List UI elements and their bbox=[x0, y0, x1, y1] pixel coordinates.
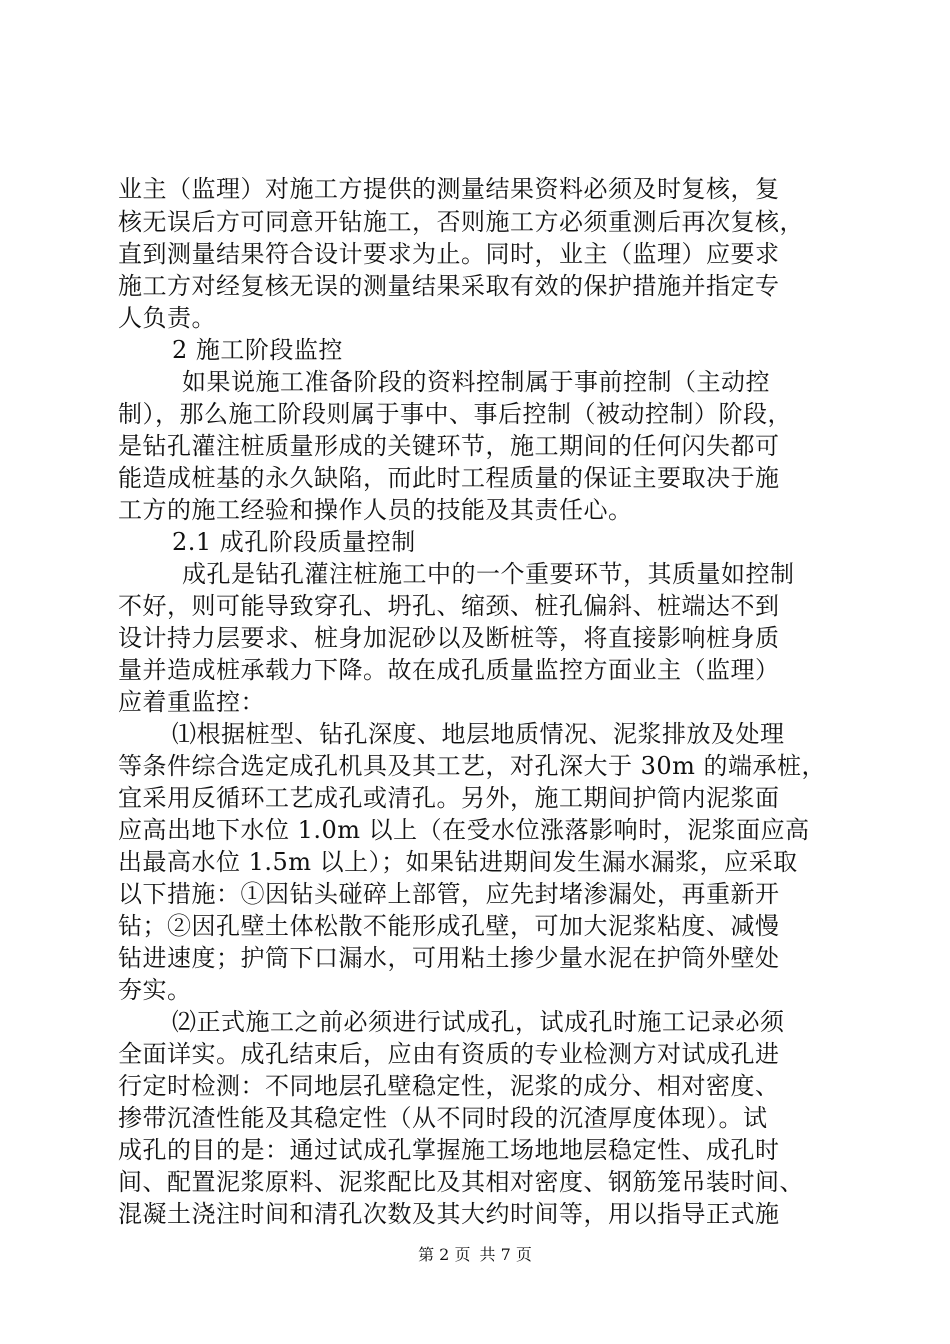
subsection-heading: 2.1 成孔阶段质量控制 bbox=[172, 528, 416, 556]
text-line: 钻进速度；护筒下口漏水，可用粘土掺少量水泥在护筒外壁处 bbox=[118, 944, 780, 972]
text-line: 工方的施工经验和操作人员的技能及其责任心。 bbox=[118, 496, 633, 524]
text-line: 行定时检测：不同地层孔壁稳定性，泥浆的成分、相对密度、 bbox=[118, 1072, 780, 1100]
text-line: 成孔的目的是：通过试成孔掌握施工场地地层稳定性、成孔时 bbox=[118, 1136, 780, 1164]
text-line: 不好，则可能导致穿孔、坍孔、缩颈、桩孔偏斜、桩端达不到 bbox=[118, 592, 780, 620]
text-line: 人负责。 bbox=[118, 304, 216, 332]
list-item-1: ⑴根据桩型、钻孔深度、地层地质情况、泥浆排放及处理 bbox=[172, 720, 785, 748]
text-line: 全面详实。成孔结束后，应由有资质的专业检测方对试成孔进 bbox=[118, 1040, 780, 1068]
page-number: 第 2 页 bbox=[418, 1245, 471, 1264]
text-line: 如果说施工准备阶段的资料控制属于事前控制（主动控 bbox=[182, 368, 770, 396]
text-line: 等条件综合选定成孔机具及其工艺，对孔深大于 30m 的端承桩， bbox=[118, 752, 827, 780]
text-line: 核无误后方可同意开钻施工，否则施工方必须重测后再次复核， bbox=[118, 208, 804, 236]
text-line: 间、配置泥浆原料、泥浆配比及其相对密度、钢筋笼吊装时间、 bbox=[118, 1168, 804, 1196]
text-line: 宜采用反循环工艺成孔或清孔。另外，施工期间护筒内泥浆面 bbox=[118, 784, 780, 812]
text-line: 能造成桩基的永久缺陷，而此时工程质量的保证主要取决于施 bbox=[118, 464, 780, 492]
text-line: 施工方对经复核无误的测量结果采取有效的保护措施并指定专 bbox=[118, 272, 780, 300]
section-heading: 2 施工阶段监控 bbox=[172, 336, 343, 364]
text-line: 应高出地下水位 1.0m 以上（在受水位涨落影响时，泥浆面应高 bbox=[118, 816, 810, 844]
text-line: 钻；②因孔壁土体松散不能形成孔壁，可加大泥浆粘度、减慢 bbox=[118, 912, 780, 940]
text-line: 成孔是钻孔灌注桩施工中的一个重要环节，其质量如控制 bbox=[182, 560, 795, 588]
page-footer bbox=[0, 1245, 950, 1265]
text-line: 直到测量结果符合设计要求为止。同时，业主（监理）应要求 bbox=[118, 240, 780, 268]
text-line: 业主（监理）对施工方提供的测量结果资料必须及时复核，复 bbox=[118, 175, 780, 203]
page-total: 共 7 页 bbox=[479, 1245, 532, 1264]
text-line: 掺带沉渣性能及其稳定性（从不同时段的沉渣厚度体现）。试 bbox=[118, 1104, 768, 1132]
text-line: 量并造成桩承载力下降。故在成孔质量监控方面业主（监理） bbox=[118, 656, 780, 684]
text-line: 出最高水位 1.5m 以上）；如果钻进期间发生漏水漏浆，应采取 bbox=[118, 848, 798, 876]
list-item-2: ⑵正式施工之前必须进行试成孔，试成孔时施工记录必须 bbox=[172, 1008, 785, 1036]
text-line: 以下措施：①因钻头碰碎上部管，应先封堵渗漏处，再重新开 bbox=[118, 880, 780, 908]
text-line: 应着重监控： bbox=[118, 688, 265, 716]
text-line: 制），那么施工阶段则属于事中、事后控制（被动控制）阶段， bbox=[118, 400, 792, 428]
text-line: 夯实。 bbox=[118, 976, 192, 1004]
text-line: 是钻孔灌注桩质量形成的关键环节，施工期间的任何闪失都可 bbox=[118, 432, 780, 460]
text-line: 混凝土浇注时间和清孔次数及其大约时间等，用以指导正式施 bbox=[118, 1200, 780, 1228]
text-line: 设计持力层要求、桩身加泥砂以及断桩等，将直接影响桩身质 bbox=[118, 624, 780, 652]
